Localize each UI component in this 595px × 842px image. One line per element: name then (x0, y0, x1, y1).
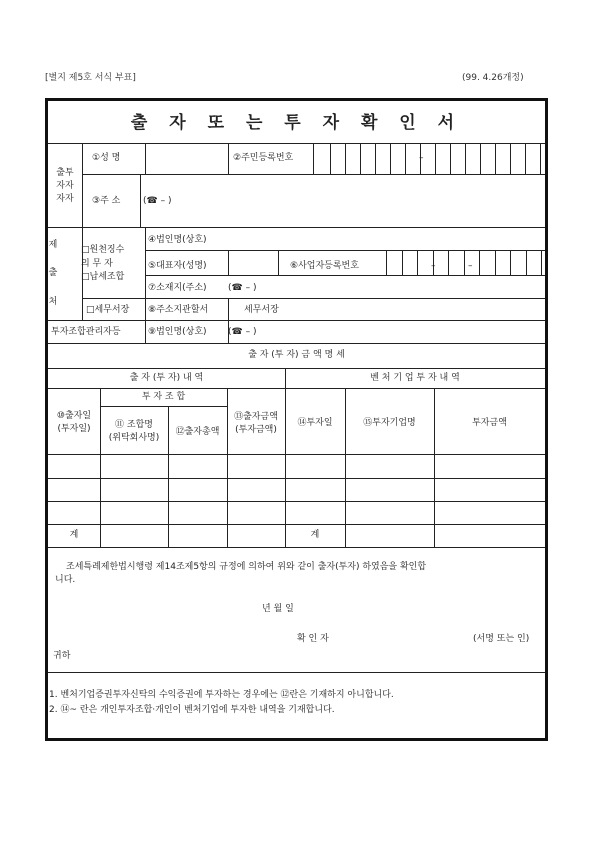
digit-box-divider (495, 250, 496, 275)
note-1: 1. 벤처기업증권투자신탁의 수익증권에 투자하는 경우에는 ⑫란은 기재하지 아니합니다. (49, 690, 394, 700)
signature-label[interactable]: (서명 또는 인) (473, 634, 530, 644)
confirm-text-line2: 니다. (55, 575, 76, 585)
investor-section-label-2: 자자 (56, 181, 74, 191)
withholding-checkbox[interactable]: □원천징수 (81, 245, 125, 255)
digit-box-divider (360, 143, 361, 174)
digit-box-divider (375, 143, 376, 174)
address-label: ③주 소 (92, 196, 121, 206)
digit-box-divider (390, 143, 391, 174)
digit-box-divider (402, 250, 403, 275)
digit-box-divider (435, 143, 436, 174)
col-invest-date: ⑭투자일 (297, 418, 333, 428)
jurisdiction-label: ⑧주소지관할서 (148, 305, 209, 315)
tax-office-suffix: 세무서장 (244, 305, 279, 315)
manager-corp-label: ⑨법인명(상호) (148, 327, 207, 337)
representative-label: ⑤대표자(성명) (148, 261, 207, 271)
rrn-dash: – (419, 153, 424, 163)
col-union-name: ⑪ 조합명 (115, 420, 153, 430)
digit-box-divider (405, 143, 406, 174)
bizno-dash-2: – (468, 261, 473, 271)
col-union-name-sub: (위탁회사명) (108, 433, 160, 443)
digit-box-divider (448, 250, 449, 275)
digit-box-divider (417, 250, 418, 275)
issuer-section-label-1: 제 (48, 240, 58, 250)
obligor-label: 의 무 자 (81, 259, 113, 269)
issuer-section-label-2: 출 (48, 268, 58, 278)
col-amount-sub: (투자금액) (235, 425, 277, 435)
rrn-label: ②주민등록번호 (233, 153, 294, 163)
location-phone[interactable]: (☎ – ) (228, 283, 257, 293)
investor-section-label-1: 출투 (56, 168, 74, 178)
form-title: 출 자 또 는 투 자 확 인 서 (130, 113, 463, 133)
date-line[interactable]: 년 월 일 (262, 604, 294, 614)
manager-phone[interactable]: (☎ – ) (228, 327, 257, 337)
col-investment-date-sub: (투자일) (57, 424, 91, 434)
col-amount: ⑬출자금액 (234, 412, 278, 422)
digit-box-divider (495, 143, 496, 174)
total-left-label: 계 (69, 530, 79, 540)
confirm-text-line1: 조세특례제한법시행령 제14조제5항의 규정에 의하여 위와 같이 출자(투자) 하였음을 확인합 (66, 562, 427, 572)
issuer-section-label-3: 처 (48, 297, 58, 307)
bizno-dash-1: – (431, 261, 436, 271)
col-company: ⑮투자기업명 (363, 418, 416, 428)
digit-box-divider (386, 250, 387, 275)
col-union-total: ⑫출자총액 (175, 427, 220, 437)
address-phone[interactable]: (☎ – ) (143, 196, 172, 206)
digit-box-divider (450, 143, 451, 174)
name-label: ①성 명 (92, 153, 121, 163)
digit-box-divider (464, 250, 465, 275)
investor-section-label-3: 자자 (56, 194, 74, 204)
table-row[interactable] (48, 502, 545, 523)
digit-box-divider (345, 143, 346, 174)
col-invest-amount: 투자금액 (472, 418, 507, 428)
digit-box-divider (479, 250, 480, 275)
digit-box-divider (330, 143, 331, 174)
digit-box-divider (465, 143, 466, 174)
digit-box-divider (510, 250, 511, 275)
recipient-label: 귀하 (53, 651, 71, 661)
note-2: 2. ⑭~ 란은 개인투자조합·개인이 벤처기업에 투자한 내역을 기재합니다. (49, 705, 335, 715)
digit-box-divider (540, 143, 541, 174)
confirmer-label: 확 인 자 (297, 634, 329, 644)
union-heading: 투 자 조 합 (141, 392, 186, 402)
investment-history-heading: 출 자 (투 자) 내 역 (129, 373, 204, 383)
digit-box-divider (541, 250, 542, 275)
total-right-label: 계 (310, 530, 320, 540)
corp-name-label: ④법인명(상호) (148, 235, 207, 245)
details-heading: 출 자 (투 자) 금 액 명 세 (248, 350, 345, 360)
digit-box-divider (510, 143, 511, 174)
digit-box-divider (480, 143, 481, 174)
table-row[interactable] (48, 479, 545, 500)
digit-box-divider (526, 250, 527, 275)
venture-investment-heading: 벤 처 기 업 투 자 내 역 (370, 373, 460, 383)
digit-box-divider (525, 143, 526, 174)
name-field[interactable] (146, 144, 227, 173)
location-label: ⑦소재지(주소) (148, 283, 207, 293)
revision-date: (99. 4.26개정) (462, 73, 524, 83)
col-investment-date: ⑩출자일 (56, 411, 92, 421)
tax-union-checkbox[interactable]: □납세조합 (81, 272, 125, 282)
tax-office-checkbox[interactable]: □세무서장 (86, 305, 130, 315)
form-number: [별지 제5호 서식 부표] (45, 73, 136, 83)
bizno-label: ⑥사업자등록번호 (290, 261, 359, 271)
table-row[interactable] (48, 455, 545, 477)
manager-label: 투자조합관리자등 (51, 327, 121, 337)
